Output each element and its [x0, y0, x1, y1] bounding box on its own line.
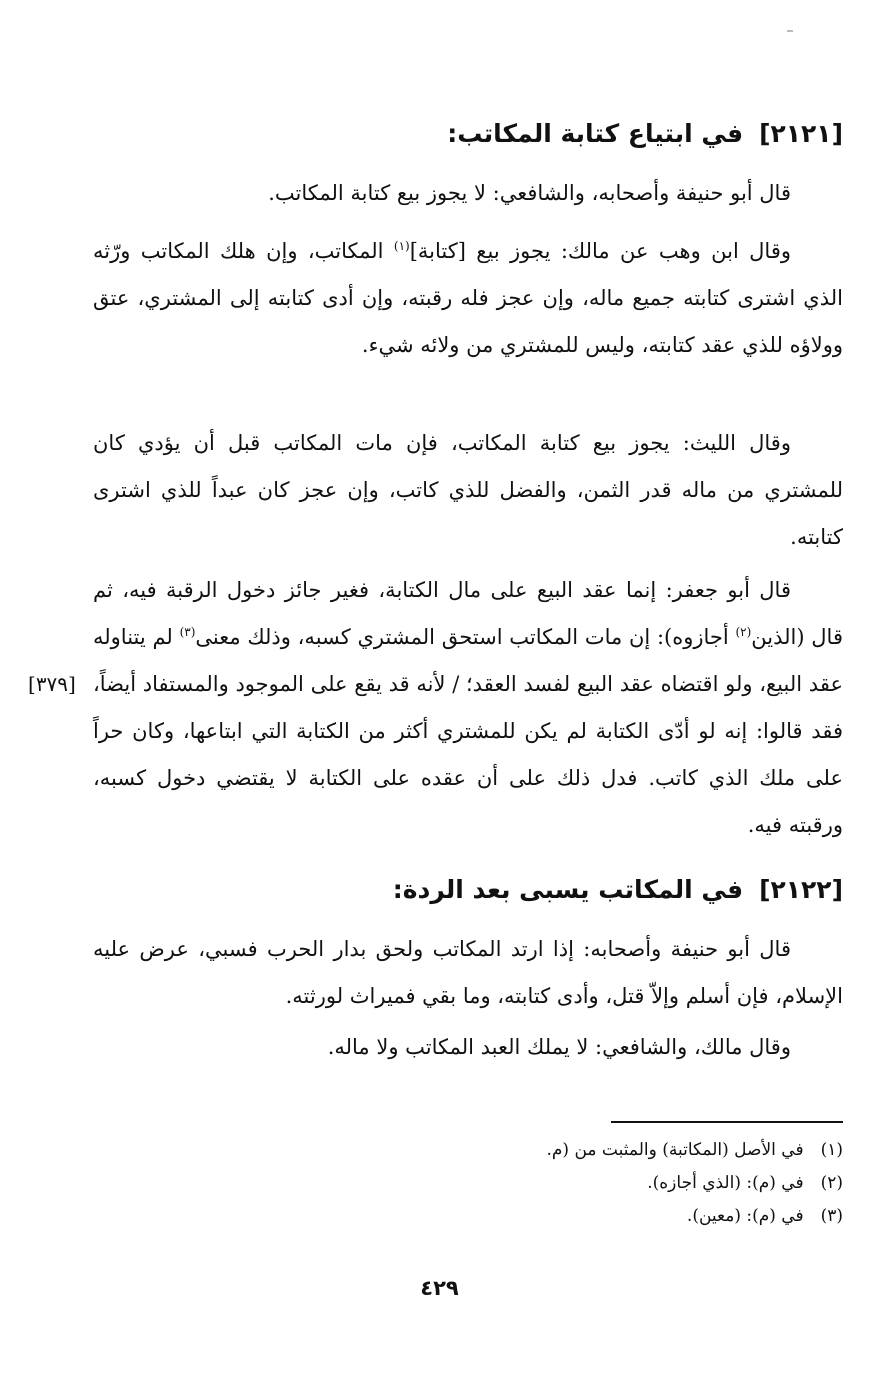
paragraph: وقال الليث: يجوز بيع كتابة المكاتب، فإن مات المكاتب قبل أن يؤدي كان للمشتري من ماله قدر الثمن، والفضل للذي كاتب، وإن عجز كان عبداً للذي اشترى كتابته.	[93, 431, 843, 549]
paragraph: وقال مالك، والشافعي: لا يملك العبد المكاتب ولا ماله.	[327, 1035, 791, 1059]
section-title: في ابتياع كتابة المكاتب:	[447, 119, 744, 148]
paragraph: قال أبو حنيفة وأصحابه: إذا ارتد المكاتب ولحق بدار الحرب فسبي، عرض عليه الإسلام، فإن أسلم وإلاّ قتل، وأدى كتابته، وما بقي فميراث لورثته.	[93, 937, 843, 1008]
footnote-text: في (م): (الذي أجازه).	[647, 1173, 804, 1193]
footnote-number: (٢)	[820, 1173, 843, 1193]
footnote-ref: (٣)	[179, 625, 196, 639]
page-number: ٤٢٩	[420, 1276, 459, 1300]
footnote-number: (١)	[820, 1140, 843, 1160]
footnote-text: في (م): (معين).	[686, 1206, 804, 1226]
footnote	[63, 1134, 843, 1167]
footnote	[63, 1200, 843, 1233]
paragraph: وقال ابن وهب عن مالك: يجوز بيع [كتابة]$^{(١)}$ المكاتب، وإن هلك المكاتب ورّثه الذي اشترى كتابته جميع ماله، وإن عجز فله رقبته، وإن أدى كتابته إلى المشتري، عتق وولاؤه للذي عقد كتابته، وليس للمشتري من ولائه شيء.	[93, 239, 843, 357]
section-number: [٢١٢٢]	[759, 875, 843, 904]
section-title: في المكاتب يسبى بعد الردة:	[392, 875, 744, 904]
footnote-ref: (٢)	[735, 625, 752, 639]
section-number: [٢١٢١]	[759, 119, 843, 148]
footnote-separator	[611, 1121, 843, 1123]
footnote-number: (٣)	[820, 1206, 843, 1226]
scan-mark	[787, 30, 793, 32]
section-heading-2122	[83, 870, 843, 910]
paragraph: قال أبو جعفر: إنما عقد البيع على مال الكتابة، فغير جائز دخول الرقبة فيه، ثم قال (الذين$^{(٢)}$ أجازوه): إن مات المكاتب استحق المشتري كسبه، وذلك معنى$^{(٣)}$ لم يتناوله عقد البيع، ولو اقتضاه عقد البيع لفسد العقد؛ / لأنه قد يقع على الموجود والمستفاد أيضاً، فقد قالوا: إنه لو أدّى الكتابة لم يكن للمشتري أكثر من الكتابة التي ابتاعها، وكان حراً على ملك الذي كاتب. فدل ذلك على أن عقده على الكتابة لا يقتضي دخول كسبه، ورقبته فيه.	[93, 578, 843, 837]
section-heading-2121	[83, 114, 843, 154]
paragraph: قال أبو حنيفة وأصحابه، والشافعي: لا يجوز بيع كتابة المكاتب.	[268, 181, 791, 205]
footnote-ref: (١)	[393, 239, 410, 253]
footnote	[63, 1167, 843, 1200]
marginal-page-ref: [٣٧٩]	[28, 672, 76, 696]
footnote-text: في الأصل (المكاتبة) والمثبت من (م.	[546, 1140, 804, 1160]
